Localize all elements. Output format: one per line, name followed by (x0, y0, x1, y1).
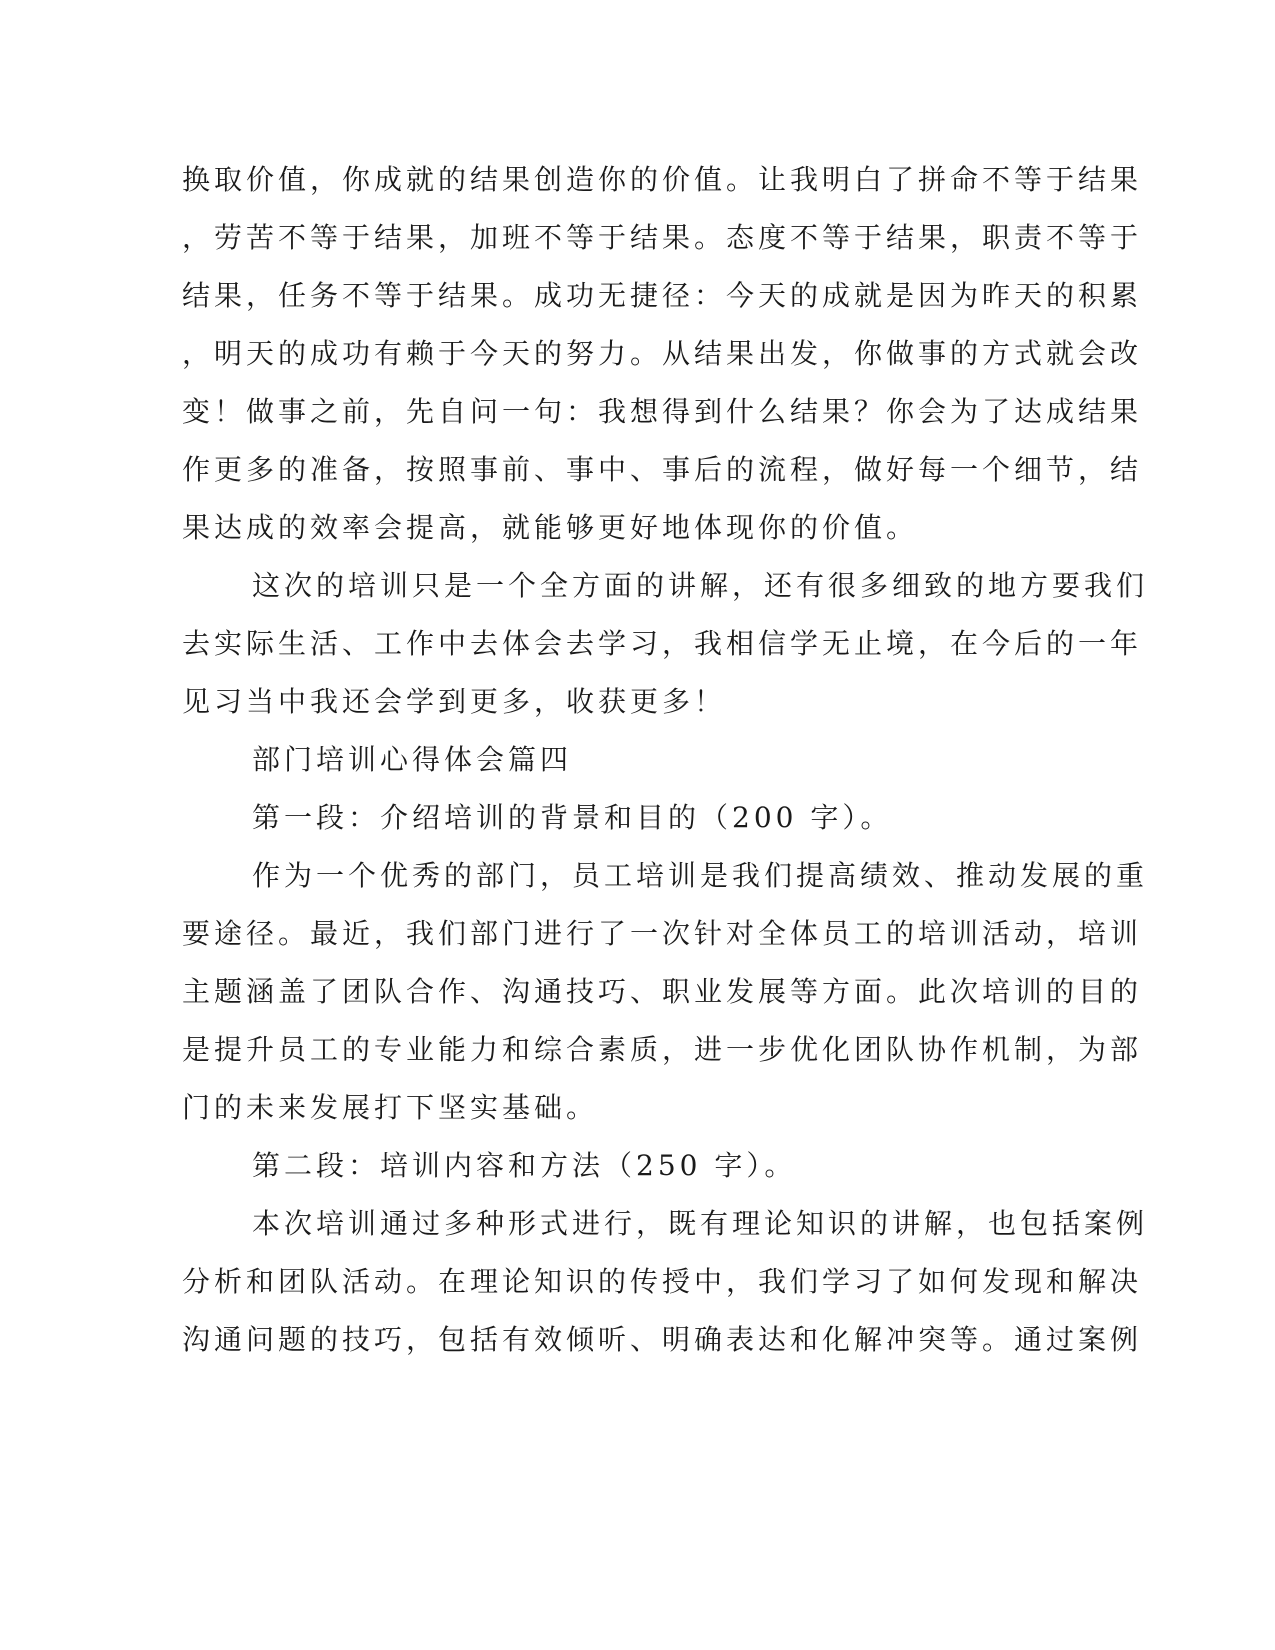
paragraph-first-line: 这次的培训只是一个全方面的讲解，还有很多细致的地方要我们 (252, 569, 1149, 602)
text-line: 门的未来发展打下坚实基础。 (182, 1091, 599, 1124)
text-line: 结果，任务不等于结果。成功无捷径：今天的成就是因为昨天的积累 (182, 279, 1143, 312)
text-line: 果达成的效率会提高，就能够更好地体现你的价值。 (182, 511, 919, 544)
text-line: 换取价值，你成就的结果创造你的价值。让我明白了拼命不等于结果 (182, 163, 1143, 196)
subsection-heading: 第一段：介绍培训的背景和目的（200 字）。 (252, 801, 893, 834)
text-line: ，明天的成功有赖于今天的努力。从结果出发，你做事的方式就会改 (182, 337, 1143, 370)
text-line: 是提升员工的专业能力和综合素质，进一步优化团队协作机制，为部 (182, 1033, 1143, 1066)
text-line: 变！做事之前，先自问一句：我想得到什么结果？你会为了达成结果 (182, 395, 1143, 428)
paragraph-first-line: 作为一个优秀的部门，员工培训是我们提高绩效、推动发展的重 (252, 859, 1149, 892)
text-line: 分析和团队活动。在理论知识的传授中，我们学习了如何发现和解决 (182, 1265, 1143, 1298)
subsection-heading: 第二段：培训内容和方法（250 字）。 (252, 1149, 797, 1182)
text-line: 见习当中我还会学到更多，收获更多！ (182, 685, 727, 718)
text-line: 沟通问题的技巧，包括有效倾听、明确表达和化解冲突等。通过案例 (182, 1323, 1143, 1356)
paragraph-first-line: 本次培训通过多种形式进行，既有理论知识的讲解，也包括案例 (252, 1207, 1149, 1240)
text-line: 主题涵盖了团队合作、沟通技巧、职业发展等方面。此次培训的目的 (182, 975, 1143, 1008)
text-line: 去实际生活、工作中去体会去学习，我相信学无止境，在今后的一年 (182, 627, 1143, 660)
section-heading: 部门培训心得体会篇四 (252, 743, 573, 776)
text-line: ，劳苦不等于结果，加班不等于结果。态度不等于结果，职责不等于 (182, 221, 1143, 254)
text-line: 要途径。最近，我们部门进行了一次针对全体员工的培训活动，培训 (182, 917, 1143, 950)
document-body (182, 158, 1149, 1376)
text-line: 作更多的准备，按照事前、事中、事后的流程，做好每一个细节，结 (182, 453, 1143, 486)
